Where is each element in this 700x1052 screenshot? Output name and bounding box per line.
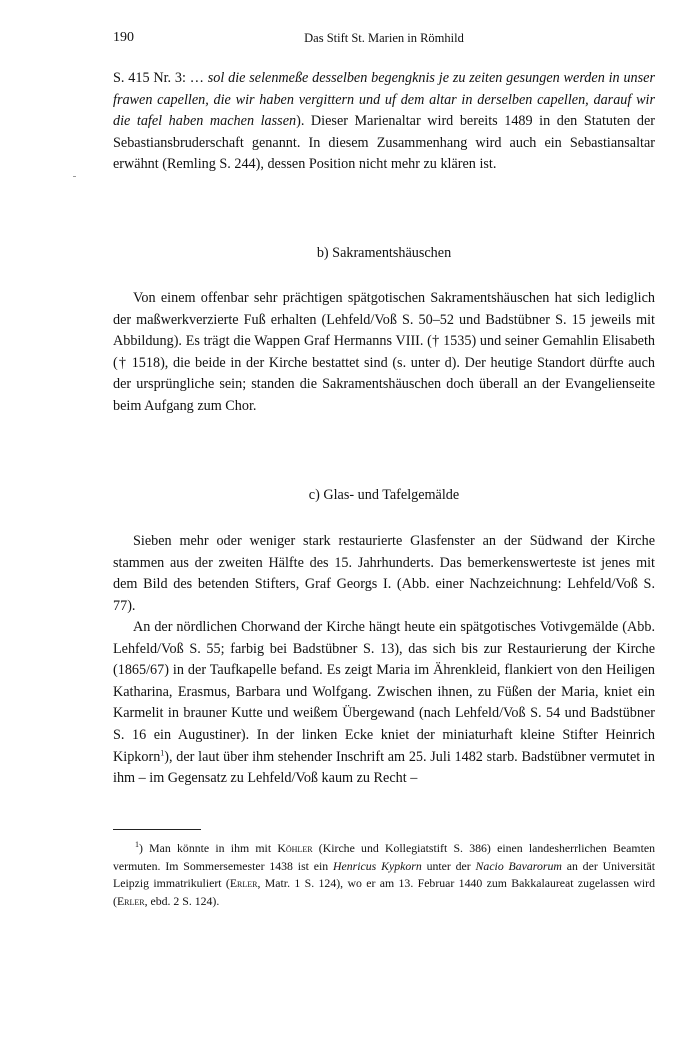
para1-quote: sol die selenmeße desselben begengknis je zu zeiten gesungen werden in unser frawen capellen, die wir haben vergittern und uf dem altar in derselben capellen, darauf wir die tafel haben machen lassen bbox=[113, 70, 655, 130]
footnote-text: , ebd. 2 S. 124). bbox=[144, 893, 220, 908]
page-header bbox=[113, 30, 655, 50]
footnote-marker: 1 bbox=[135, 840, 139, 850]
footnote-text: ) Man könnte in ihm mit bbox=[139, 841, 278, 855]
para1-end: ). Dieser Marienaltar wird bereits 1489 in den Statuten der Sebastiansbruderschaft genannt. In diesem Zusammenhang wird auch ein Sebastiansaltar erwähnt (Remling S. 244), dessen Position nicht mehr zu klären ist. bbox=[113, 113, 656, 173]
paragraph-votivgemaelde bbox=[113, 617, 655, 790]
footnote-text: unter der bbox=[421, 858, 476, 873]
heading-sakramentshaeuschen: b) Sakramentshäuschen bbox=[316, 245, 452, 261]
paragraph-glasfenster bbox=[113, 531, 655, 617]
section-b-text: Von einem offenbar sehr prächtigen spätgotischen Sakramentshäuschen hat sich lediglich der maßwerkverzierte Fuß erhalten (Lehfeld/Voß S. 50–52 und Badstübner S. 15 jeweils mit Abbildung). Es trägt die Wappen Graf Hermanns VIII. († 1535) und seiner Gemahlin Elisabeth († 1518), die beide in der Kirche bestattet sind (s. unter d). Der heutige Standort dürfte auch der ursprüngliche sein; standen die Sakramentshäuschen doch überall an der Evangelienseite beim Aufgang zum Chor. bbox=[113, 290, 655, 414]
footnote-text: an der Universität Leipzig immatrikuliert ( bbox=[113, 858, 655, 890]
section-c-text-2a: An der nördlichen Chorwand der Kirche hängt heute ein spätgotisches Votivgemälde (Abb. Lehfeld/Voß S. 55; farbig bei Badstübner S. 13), das sich bis zur Restaurierung der Kirche (1865/67) in der Taufkapelle befand. Es zeigt Maria im Ährenkleid, flankiert von den Heiligen Katharina, Erasmus, Barbara und Wolfgang. Zwischen ihnen, zu Füßen der Maria, kniet ein Karmelit in brauner Kutte und weißem Übergewand (nach Lehfeld/Voß S. 54 und Badstübner S. 16 ein Augustiner). In der linken Ecke kniet der miniaturhaft kleine Stifter Heinrich Kipkorn bbox=[113, 619, 655, 765]
author-erler: Erler bbox=[116, 893, 145, 908]
footnote-text: (Kirche und Kollegiatstift S. 386) einen landesherrlichen Beamten vermuten. Im Sommersemester 1438 ist ein bbox=[113, 841, 655, 873]
author-erler: Erler bbox=[229, 876, 258, 890]
section-c-text-1: Sieben mehr oder weniger stark restaurierte Glasfenster an der Südwand der Kirche stammen aus der zweiten Hälfte des 15. Jahrhunderts. Das bemerkenswerteste ist jenes mit dem Bild des betenden Stifters, Graf Georgs I. (Abb. einer Nachzeichnung: Lehfeld/Voß S. 77). bbox=[113, 533, 655, 614]
nacio-bavarorum: Nacio Bavarorum bbox=[475, 858, 562, 873]
section-c-text-2b: ), der laut über ihm stehender Inschrift am 25. Juli 1482 starb. Badstübner vermutet in ihm – im Gegensatz zu Lehfeld/Voß kaum zu Recht – bbox=[113, 748, 655, 787]
page-number: 190 bbox=[113, 30, 134, 45]
footnote-divider bbox=[113, 829, 201, 830]
footnote-ref: 1 bbox=[160, 747, 165, 757]
name-kypkorn: Henricus Kypkorn bbox=[333, 858, 422, 873]
running-title: Das Stift St. Marien in Römhild bbox=[304, 31, 464, 45]
heading-glas-tafelgemaelde: c) Glas- und Tafelgemälde bbox=[308, 487, 460, 503]
author-koehler: Köhler bbox=[277, 841, 313, 855]
para1-start: S. 415 Nr. 3: … bbox=[113, 70, 208, 86]
paragraph-sakramentshaeuschen bbox=[113, 288, 655, 418]
paragraph-marienaltar bbox=[113, 68, 655, 176]
margin-mark bbox=[73, 176, 76, 177]
footnote-text: , Matr. 1 S. 124), wo er am 13. Februar 1440 zum Bakkalaureat zugelassen wird ( bbox=[113, 876, 655, 908]
footnote-1 bbox=[113, 840, 655, 910]
